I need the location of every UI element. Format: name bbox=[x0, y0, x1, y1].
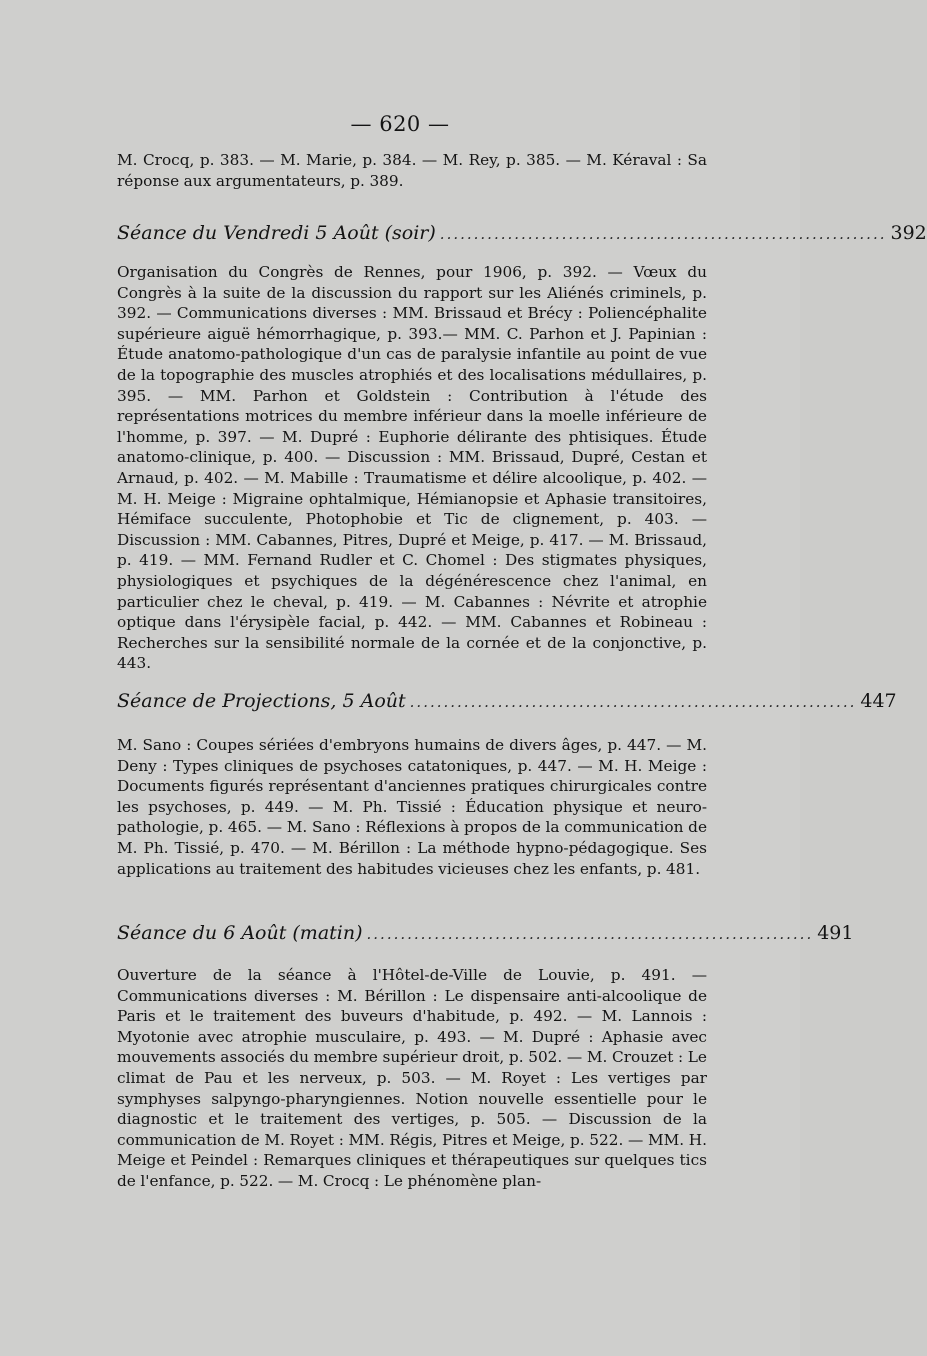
leader-dots: .................................................................. bbox=[366, 925, 814, 943]
section-page-number: 392 bbox=[890, 222, 927, 244]
section-title: Séance du Vendredi 5 Août (soir) bbox=[117, 222, 436, 244]
section-body-text: Organisation du Congrès de Rennes, pour 1906, p. 392. — Vœux du Congrès à la suite de la discussion du rapport sur les Aliénés criminels, p. 392. — Communications diverses : MM. Brissaud et Brécy : Poliencéphalite supérieure aiguë hémorrhagique, p. 393.— MM. C. Parhon et J. Papinian : Étude anatomo-pathologique d'un cas de paralysie infantile au point de vue de la topographie des muscles atrophiés et des localisations médullaires, p. 395. — MM. Parhon et Goldstein : Contribution à l'étude des représentations motrices du membre inférieur dans la moelle inférieure de l'homme, p. 397. — M. Dupré : Euphorie délirante des phtisiques. Étude anatomo-clinique, p. 400. — Discussion : MM. Brissaud, Dupré, Cestan et Arnaud, p. 402. — M. Mabille : Traumatisme et délire alcoolique, p. 402. — M. H. Meige : Migraine ophtalmique, Hémianopsie et Aphasie transitoires, Hémiface succulente, Photophobie et Tic de clignement, p. 403. — Discussion : MM. Cabannes, Pitres, Dupré et Meige, p. 417. — M. Brissaud, p. 419. — MM. Fernand Rudler et C. Chomel : Des stigmates physiques, physiologiques et psychiques de la dégénérescence chez l'animal, en particulier chez le cheval, p. 419. — M. Cabannes : Névrite et atrophie optique dans l'érysipèle facial, p. 442. — MM. Cabannes et Robineau : Recherches sur la sensibilité normale de la cornée et de la conjonctive, p. 443. bbox=[117, 263, 707, 673]
section-heading-1 bbox=[117, 222, 927, 250]
section-page-number: 447 bbox=[860, 690, 897, 712]
section-heading-3 bbox=[117, 922, 854, 950]
section-title: Séance du 6 Août (matin) bbox=[117, 922, 363, 944]
section-body-1 bbox=[117, 262, 707, 674]
section-heading-2 bbox=[117, 690, 897, 718]
section-body-2 bbox=[117, 735, 707, 879]
intro-text: M. Crocq, p. 383. — M. Marie, p. 384. — M. Rey, p. 385. — M. Kéraval : Sa réponse aux argumentateurs, p. 389. bbox=[117, 151, 707, 190]
section-body-3 bbox=[117, 965, 707, 1192]
intro-paragraph bbox=[117, 150, 707, 191]
section-title: Séance de Projections, 5 Août bbox=[117, 690, 406, 712]
section-body-text: Ouverture de la séance à l'Hôtel-de-Ville de Louvie, p. 491. — Communications diverses : M. Bérillon : Le dispensaire anti-alcoolique de Paris et le traitement des buveurs d'habitude, p. 492. — M. Lannois : Myotonie avec atrophie musculaire, p. 493. — M. Dupré : Aphasie avec mouvements associés du membre supérieur droit, p. 502. — M. Crouzet : Le climat de Pau et les nerveux, p. 503. — M. Royet : Les vertiges par symphyses salpyngo-pharyngiennes. Notion nouvelle essentielle pour le diagnostic et le traitement des vertiges, p. 505. — Discussion de la communication de M. Royet : MM. Régis, Pitres et Meige, p. 522. — MM. H. Meige et Peindel : Remarques cliniques et thérapeutiques sur quelques tics de l'enfance, p. 522. — M. Crocq : Le phénomène plan- bbox=[117, 966, 707, 1190]
section-page-number: 491 bbox=[817, 922, 854, 944]
leader-dots: .................................................................. bbox=[409, 693, 857, 711]
page-number: — 620 — bbox=[350, 112, 450, 136]
leader-dots: .................................................................. bbox=[439, 225, 887, 243]
section-body-text: M. Sano : Coupes sériées d'embryons humains de divers âges, p. 447. — M. Deny : Types cliniques de psychoses catatoniques, p. 447. — M. H. Meige : Documents figurés représentant d'anciennes pratiques chirurgicales contre les psychoses, p. 449. — M. Ph. Tissié : Éducation physique et neuro-pathologie, p. 465. — M. Sano : Réflexions à propos de la communication de M. Ph. Tissié, p. 470. — M. Bérillon : La méthode hypno-pédagogique. Ses applications au traitement des habitudes vicieuses chez les enfants, p. 481. bbox=[117, 736, 707, 878]
